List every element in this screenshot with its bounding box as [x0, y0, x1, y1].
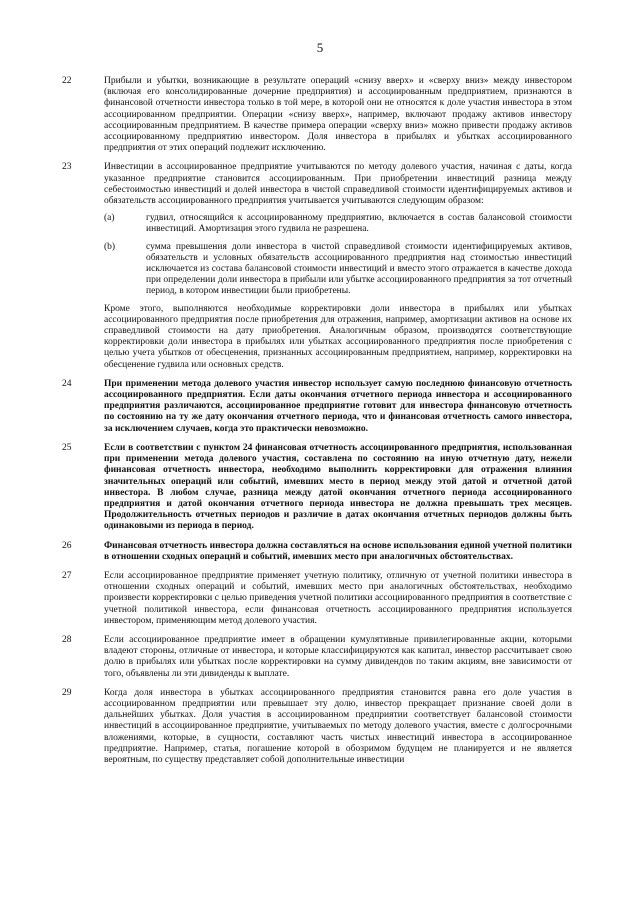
paragraph-23: [62, 162, 572, 370]
sub-item-label: (b): [104, 241, 116, 252]
paragraph-body: [104, 379, 572, 435]
sub-item-text: сумма превышения доли инвестора в чистой справедливой стоимости идентифицируемых активов, обязательств и условных обязательств ассоциированного предприятия над стоимостью инвестиций исключается из состава балансовой стоимости инвестиций и вместо этого отражается в качестве дохода при определении доли инвестора в прибыли или убытке ассоциированного предприятия за тот отчетный период, в котором инвестиции были приобретены.: [146, 241, 572, 297]
paragraph-text: Финансовая отчетность инвестора должна составляться на основе использования единой учетной политики в отношении сходных операций и событий, имевших место при аналогичных обстоятельствах.: [104, 540, 572, 562]
paragraph-26: [62, 541, 572, 563]
paragraph-text: Если в соответствии с пунктом 24 финансовая отчетность ассоциированного предприятия, использованная при применении метода долевого участия, составлена по состоянию на иную отчетную дату, нежели финансовая отчетность инвестора, необходимо выполнить корректировки для отражения влияния значительных операций или событий, имевших место в период между этой датой и отчетной датой инвестора. В любом случае, разница между датой окончания отчетного периода ассоциированного предприятия и датой окончания отчетного периода инвестора не должна превышать трех месяцев. Продолжительность отчетных периодов и различие в датах окончания отчетных периодов должны быть одинаковыми из периода в период.: [104, 442, 572, 532]
paragraph-24: [62, 379, 572, 435]
paragraph-body: [104, 162, 572, 370]
sub-item: [104, 213, 572, 235]
paragraph-number: 23: [62, 162, 72, 173]
paragraph-body: [104, 635, 572, 680]
page-number: 5: [316, 40, 324, 55]
paragraph-text: При применении метода долевого участия инвестор использует самую последнюю финансовую отчетность ассоциированного предприятия. Если даты окончания отчетного периода инвестора и ассоциированного предприятия различаются, ассоциированное предприятие готовит для инвестора финансовую отчетность по состоянию на ту же дату окончания отчетного периода, что и финансовая отчетность самого инвестора, за исключением случаев, когда это практически невозможно.: [104, 378, 572, 434]
paragraph-text: Кроме этого, выполняются необходимые корректировки доли инвестора в прибылях или убытках ассоциированного предприятия после приобретения для отражения, например, амортизации активов на основе их справедливой стоимости на дату приобретения. Аналогичным образом, производятся соответствующие корректировки доли инвестора в прибылях или убытках ассоциированного предприятия после приобретения с целью учета убытков от обесценения, признанных ассоциированным предприятием, например, корректировки на обесценение гудвила или основных средств.: [104, 303, 572, 370]
paragraph-27: [62, 571, 572, 627]
paragraph-number: 25: [62, 442, 72, 453]
paragraph-body: [104, 688, 572, 766]
paragraph-22: [62, 76, 572, 154]
paragraph-body: [104, 76, 572, 154]
sub-item-label: (a): [104, 213, 115, 224]
sub-item: [104, 242, 572, 298]
paragraph-number: 28: [62, 634, 72, 645]
sub-item-text: гудвил, относящийся к ассоциированному предприятию, включается в состав балансовой стоимости инвестиций. Амортизация этого гудвила не разрешена.: [146, 213, 572, 235]
paragraph-text: Инвестиции в ассоциированное предприятие учитываются по методу долевого участия, начиная с даты, когда указанное предприятие становится ассоциированным. При приобретении инвестиций разница между себестоимостью инвестиций и долей инвестора в чистой справедливой стоимости идентифицируемых активов и обязательств ассоциированного предприятия учитывается учитываются следующим образом:: [104, 162, 572, 207]
paragraph-number: 29: [62, 687, 72, 698]
paragraph-25: [62, 443, 572, 533]
paragraph-text: Если ассоциированное предприятие имеет в обращении кумулятивные привилегированные акции, которыми владеют стороны, отличные от инвестора, и которые классифицируются как капитал, инвестор рассчитывает свою долю в прибылях или убытках после корректировки на сумму дивидендов по таким акциям, вне зависимости от того, объявлены ли эти дивиденды к выплате.: [104, 634, 572, 679]
paragraph-text: Когда доля инвестора в убытках ассоциированного предприятия становится равна его доле участия в ассоциированном предприятии или превышает эту долю, инвестор прекращает признание своей доли в дальнейших убытках. Доля участия в ассоциированном предприятии соответствует балансовой стоимости инвестиций в ассоциированное предприятие, учитываемых по методу долевого участия, вместе с долгосрочными вложениями, которые, в сущности, составляют часть чистых инвестиций инвестора в ассоциированное предприятие. Например, статья, погашение которой в обозримом будущем не планируется и не является вероятным, по существу представляет собой дополнительные инвестиции: [104, 687, 572, 765]
paragraph-number: 22: [62, 76, 72, 86]
paragraph-body: [104, 541, 572, 563]
paragraph-text: Если ассоциированное предприятие применяет учетную политику, отличную от учетной политики инвестора в отношении сходных операций и событий, имевших место при аналогичных обстоятельствах, необходимо произвести корректировки с целью приведения учетной политики ассоциированного предприятия в соответствие с учетной политикой инвестора, если финансовая отчетность ассоциированного предприятия используется инвестором, применяющим метод долевого участия.: [104, 570, 572, 626]
paragraph-text: Прибыли и убытки, возникающие в результате операций «снизу вверх» и «сверху вниз» между инвестором (включая его консолидированные дочерние предприятия) и ассоциированным предприятием, признаются в финансовой отчетности инвестора только в той мере, в которой они не относятся к доле участия инвестора в этом ассоциированном предприятии. Операции «снизу вверх», например, включают продажу активов инвестору ассоциированным предприятием. В качестве примера операции «сверху вниз» можно привести продажу активов ассоциированному предприятию инвестором. Доля инвестора в прибылях и убытках ассоциированного предприятия от этих операций подлежит исключению.: [104, 76, 572, 154]
paragraph-number: 27: [62, 570, 72, 581]
paragraph-body: [104, 443, 572, 533]
document-body: [62, 76, 572, 774]
paragraph-29: [62, 688, 572, 766]
paragraph-body: [104, 571, 572, 627]
paragraph-number: 26: [62, 540, 72, 551]
paragraph-28: [62, 635, 572, 680]
paragraph-number: 24: [62, 378, 72, 389]
